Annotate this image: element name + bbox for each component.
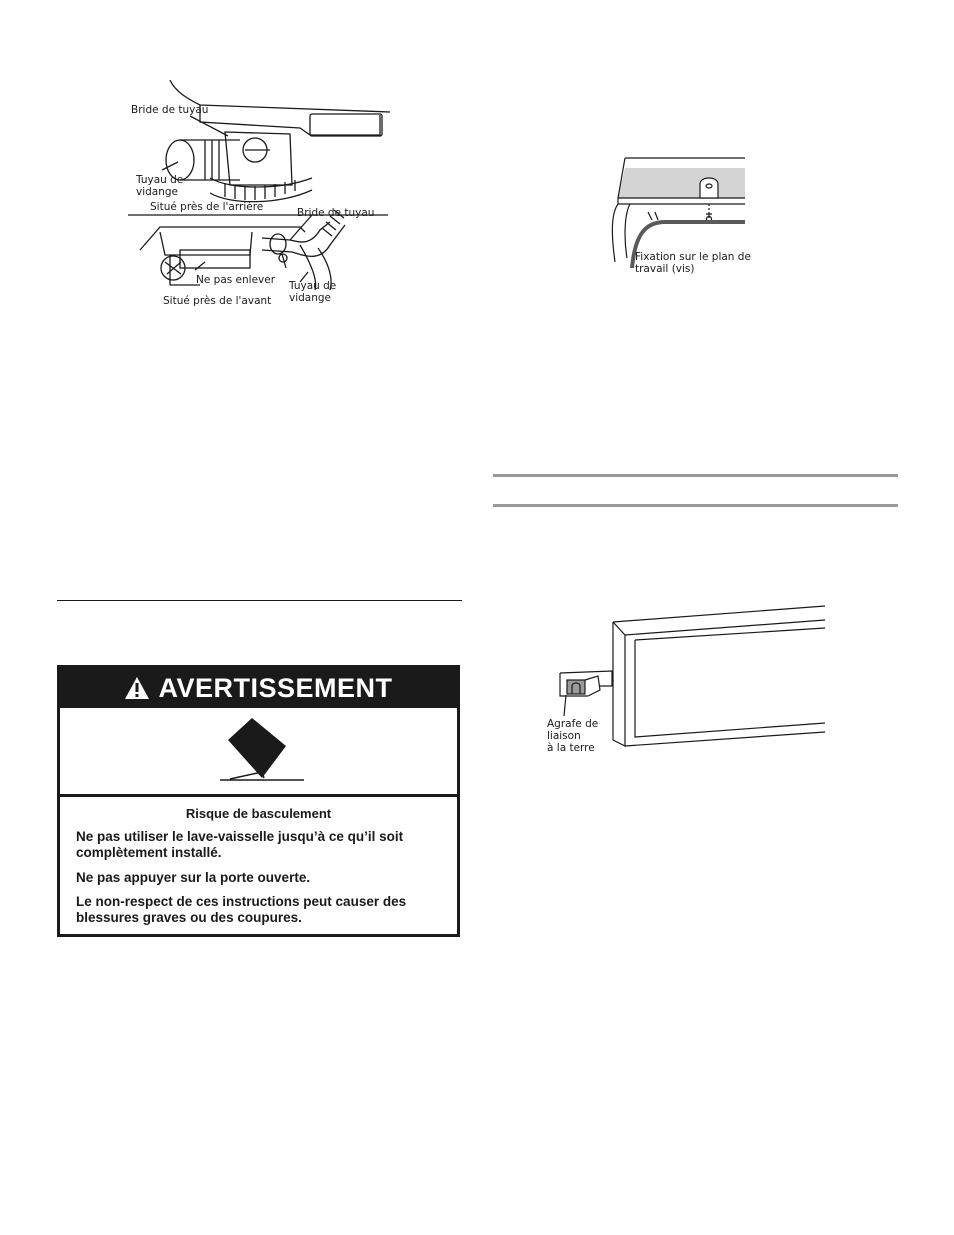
section-rule-left [57, 600, 462, 601]
label-ne-pas-enlever: Ne pas enlever [196, 274, 276, 286]
label-agrafe-3: à la terre [547, 742, 595, 754]
label-tuyau-bottom-1: Tuyau de [289, 280, 337, 292]
label-bride-top: Bride de tuyau [131, 104, 209, 116]
label-fixation-2: travail (vis) [635, 263, 695, 275]
warning-triangle-icon [124, 676, 150, 700]
warning-paragraph: Ne pas appuyer sur la porte ouverte. [76, 870, 311, 885]
label-fixation-1: Fixation sur le plan de [635, 251, 751, 263]
label-situe-arriere: Situé près de l'arrière [150, 201, 264, 213]
label-agrafe-1: Agrafe de [547, 718, 599, 730]
warning-separator [60, 794, 457, 797]
label-tuyau-bottom-2: vidange [289, 292, 332, 304]
label-situe-avant: Situé près de l'avant [163, 295, 272, 307]
warning-subtitle: Risque de basculement [185, 806, 332, 821]
label-agrafe-2: liaison [547, 730, 581, 742]
warning-paragraph: Ne pas utiliser le lave-vaisselle jusqu’à ce qu’il soit complètement installé. [76, 829, 404, 860]
label-bride-bottom: Bride de tuyau [297, 207, 375, 219]
tip-over-icon [216, 716, 306, 786]
warning-header [60, 668, 457, 708]
label-tuyau-top-2: vidange [136, 186, 179, 198]
label-tuyau-top-1: Tuyau de [136, 174, 184, 186]
warning-paragraph: Le non-respect de ces instructions peut causer des blessures graves ou des coupures. [76, 894, 407, 925]
warning-box [57, 665, 460, 937]
warning-title: AVERTISSEMENT [158, 672, 393, 703]
